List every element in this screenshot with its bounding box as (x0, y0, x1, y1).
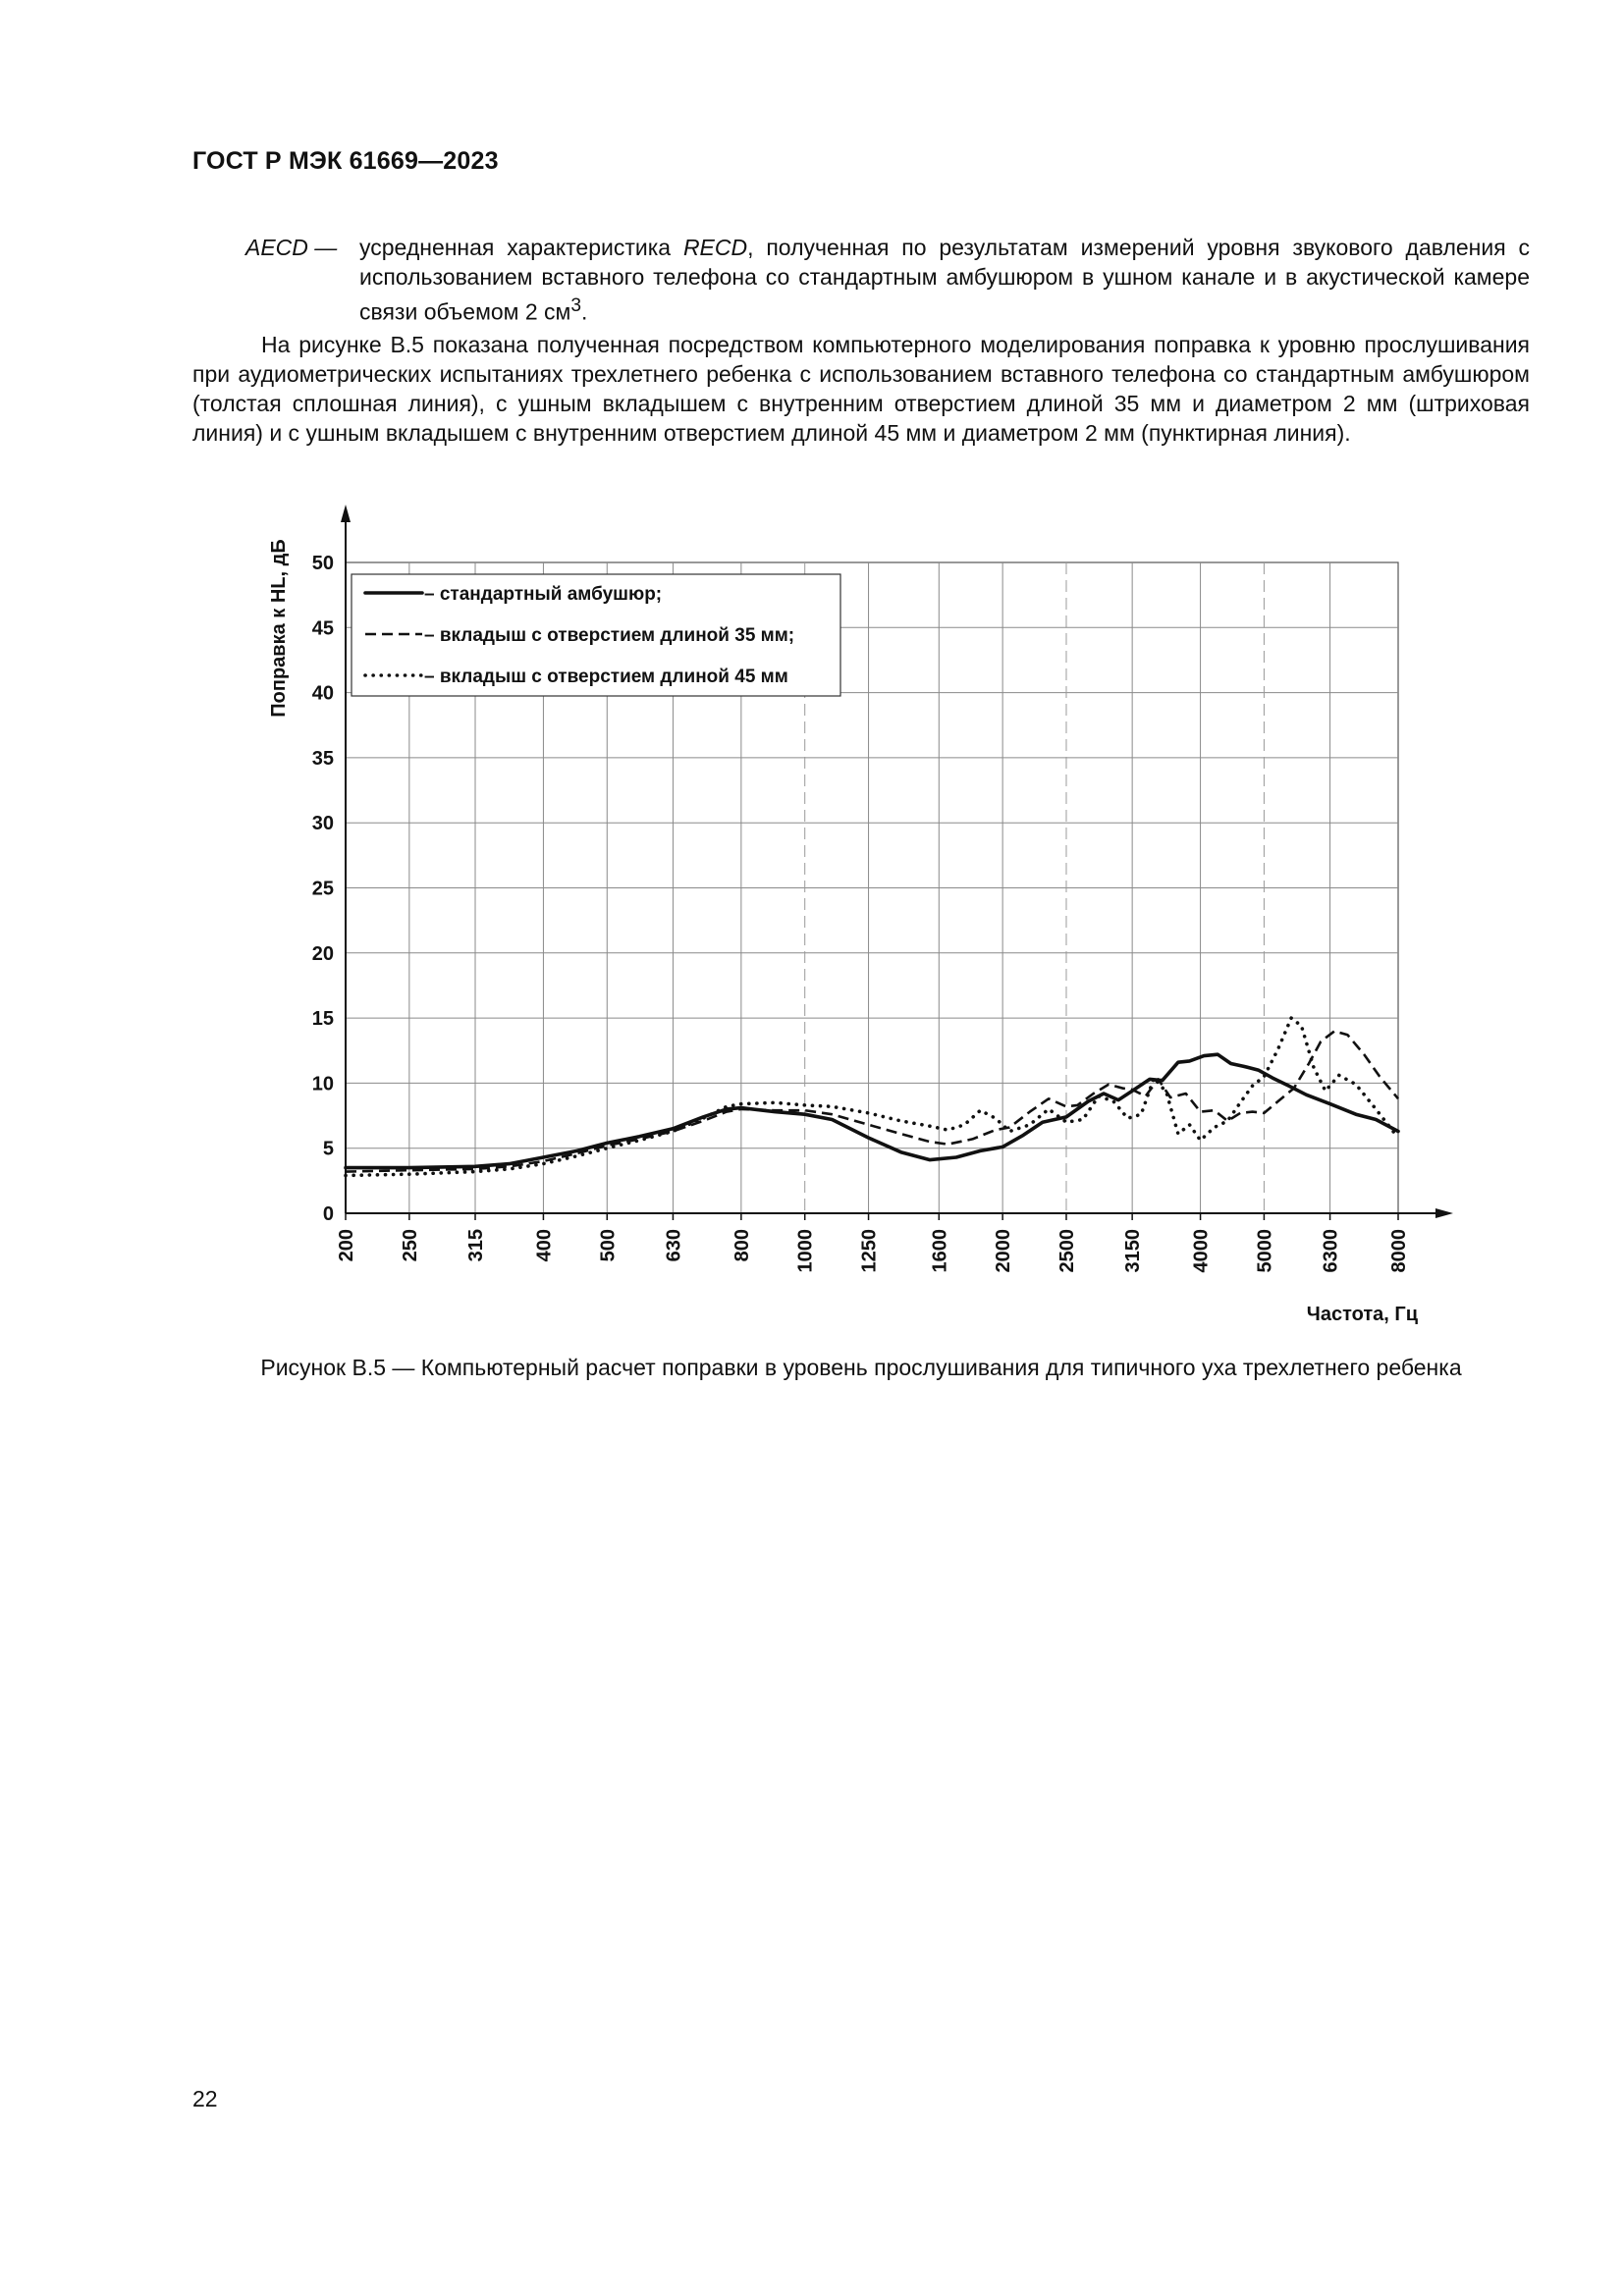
definition-text-after: , полученная по результатам измерений уровня звукового давления с использованием вставного телефона со стандартным амбушюром в ушном канале и в акустической камере связи объемом 2 см (359, 235, 1530, 325)
y-tick-label: 30 (311, 813, 334, 835)
x-tick-label: 400 (533, 1229, 556, 1262)
x-tick-label: 250 (399, 1229, 421, 1262)
x-tick-label: 3150 (1122, 1229, 1145, 1273)
definition-superscript: 3 (570, 295, 582, 316)
y-tick-label: 15 (311, 1008, 334, 1031)
x-tick-label: 5000 (1254, 1229, 1276, 1273)
page-number: 22 (192, 2086, 218, 2111)
legend-label: – вкладыш с отверстием длиной 35 мм; (424, 625, 795, 646)
series-line-insert-45mm (346, 1018, 1398, 1175)
definition-text-emph: RECD (682, 235, 748, 260)
x-tick-label: 315 (465, 1229, 488, 1262)
x-tick-label: 1600 (929, 1229, 951, 1273)
x-tick-label: 500 (597, 1229, 620, 1262)
definition-term: AECD — (245, 235, 338, 260)
x-tick-label: 2000 (993, 1229, 1015, 1273)
document-header: ГОСТ Р МЭК 61669—2023 (192, 147, 499, 175)
chart-legend (352, 574, 840, 696)
legend-label: – вкладыш с отверстием длиной 45 мм (424, 667, 788, 687)
x-tick-label: 6300 (1320, 1229, 1342, 1273)
x-axis-arrow (1435, 1208, 1453, 1218)
y-tick-label: 50 (311, 553, 334, 574)
body-paragraph: На рисунке В.5 показана полученная посредством компьютерного моделирования поправка к уровню прослушивания при аудиометрических испытаниях трехлетнего ребенка с использованием вставного телефона со стандартным амбушюром (толстая сплошная линия), с ушным вкладышем с внутренним отверстием длиной 35 мм и диаметром 2 мм (штриховая линия) и с ушным вкладышем с внутренним отверстием длиной 45 мм и диаметром 2 мм (пунктирная линия). (192, 332, 1530, 446)
x-tick-label: 2500 (1056, 1229, 1078, 1273)
chart-series-group (346, 1018, 1398, 1175)
y-axis-title: Поправка к HL, дБ (268, 539, 290, 718)
legend-label: – стандартный амбушюр; (424, 584, 663, 605)
x-tick-label: 1000 (794, 1229, 817, 1273)
x-tick-label: 200 (336, 1229, 357, 1262)
y-tick-label: 10 (311, 1073, 334, 1095)
definition-end: . (581, 298, 588, 325)
series-line-insert-35mm (346, 1031, 1398, 1171)
figure-caption: Рисунок В.5 — Компьютерный расчет поправки в уровень прослушивания для типичного уха трехлетнего ребенка (260, 1355, 1462, 1380)
y-tick-label: 40 (311, 682, 334, 705)
y-tick-label: 20 (311, 942, 334, 965)
y-tick-label: 0 (322, 1203, 334, 1225)
series-line-standard-tip (346, 1054, 1398, 1167)
x-tick-label: 630 (663, 1229, 685, 1262)
y-axis-arrow (341, 505, 351, 522)
x-tick-label: 8000 (1388, 1229, 1410, 1273)
definition-text-before: усредненная характеристика (359, 235, 683, 260)
y-tick-label: 45 (311, 617, 334, 640)
x-tick-label: 4000 (1190, 1229, 1213, 1273)
y-tick-label: 5 (322, 1138, 334, 1160)
x-tick-label: 800 (731, 1229, 753, 1262)
y-tick-label: 35 (311, 747, 334, 770)
y-tick-label: 25 (311, 878, 334, 900)
x-tick-label: 1250 (858, 1229, 881, 1273)
x-axis-title: Частота, Гц (1306, 1304, 1418, 1325)
